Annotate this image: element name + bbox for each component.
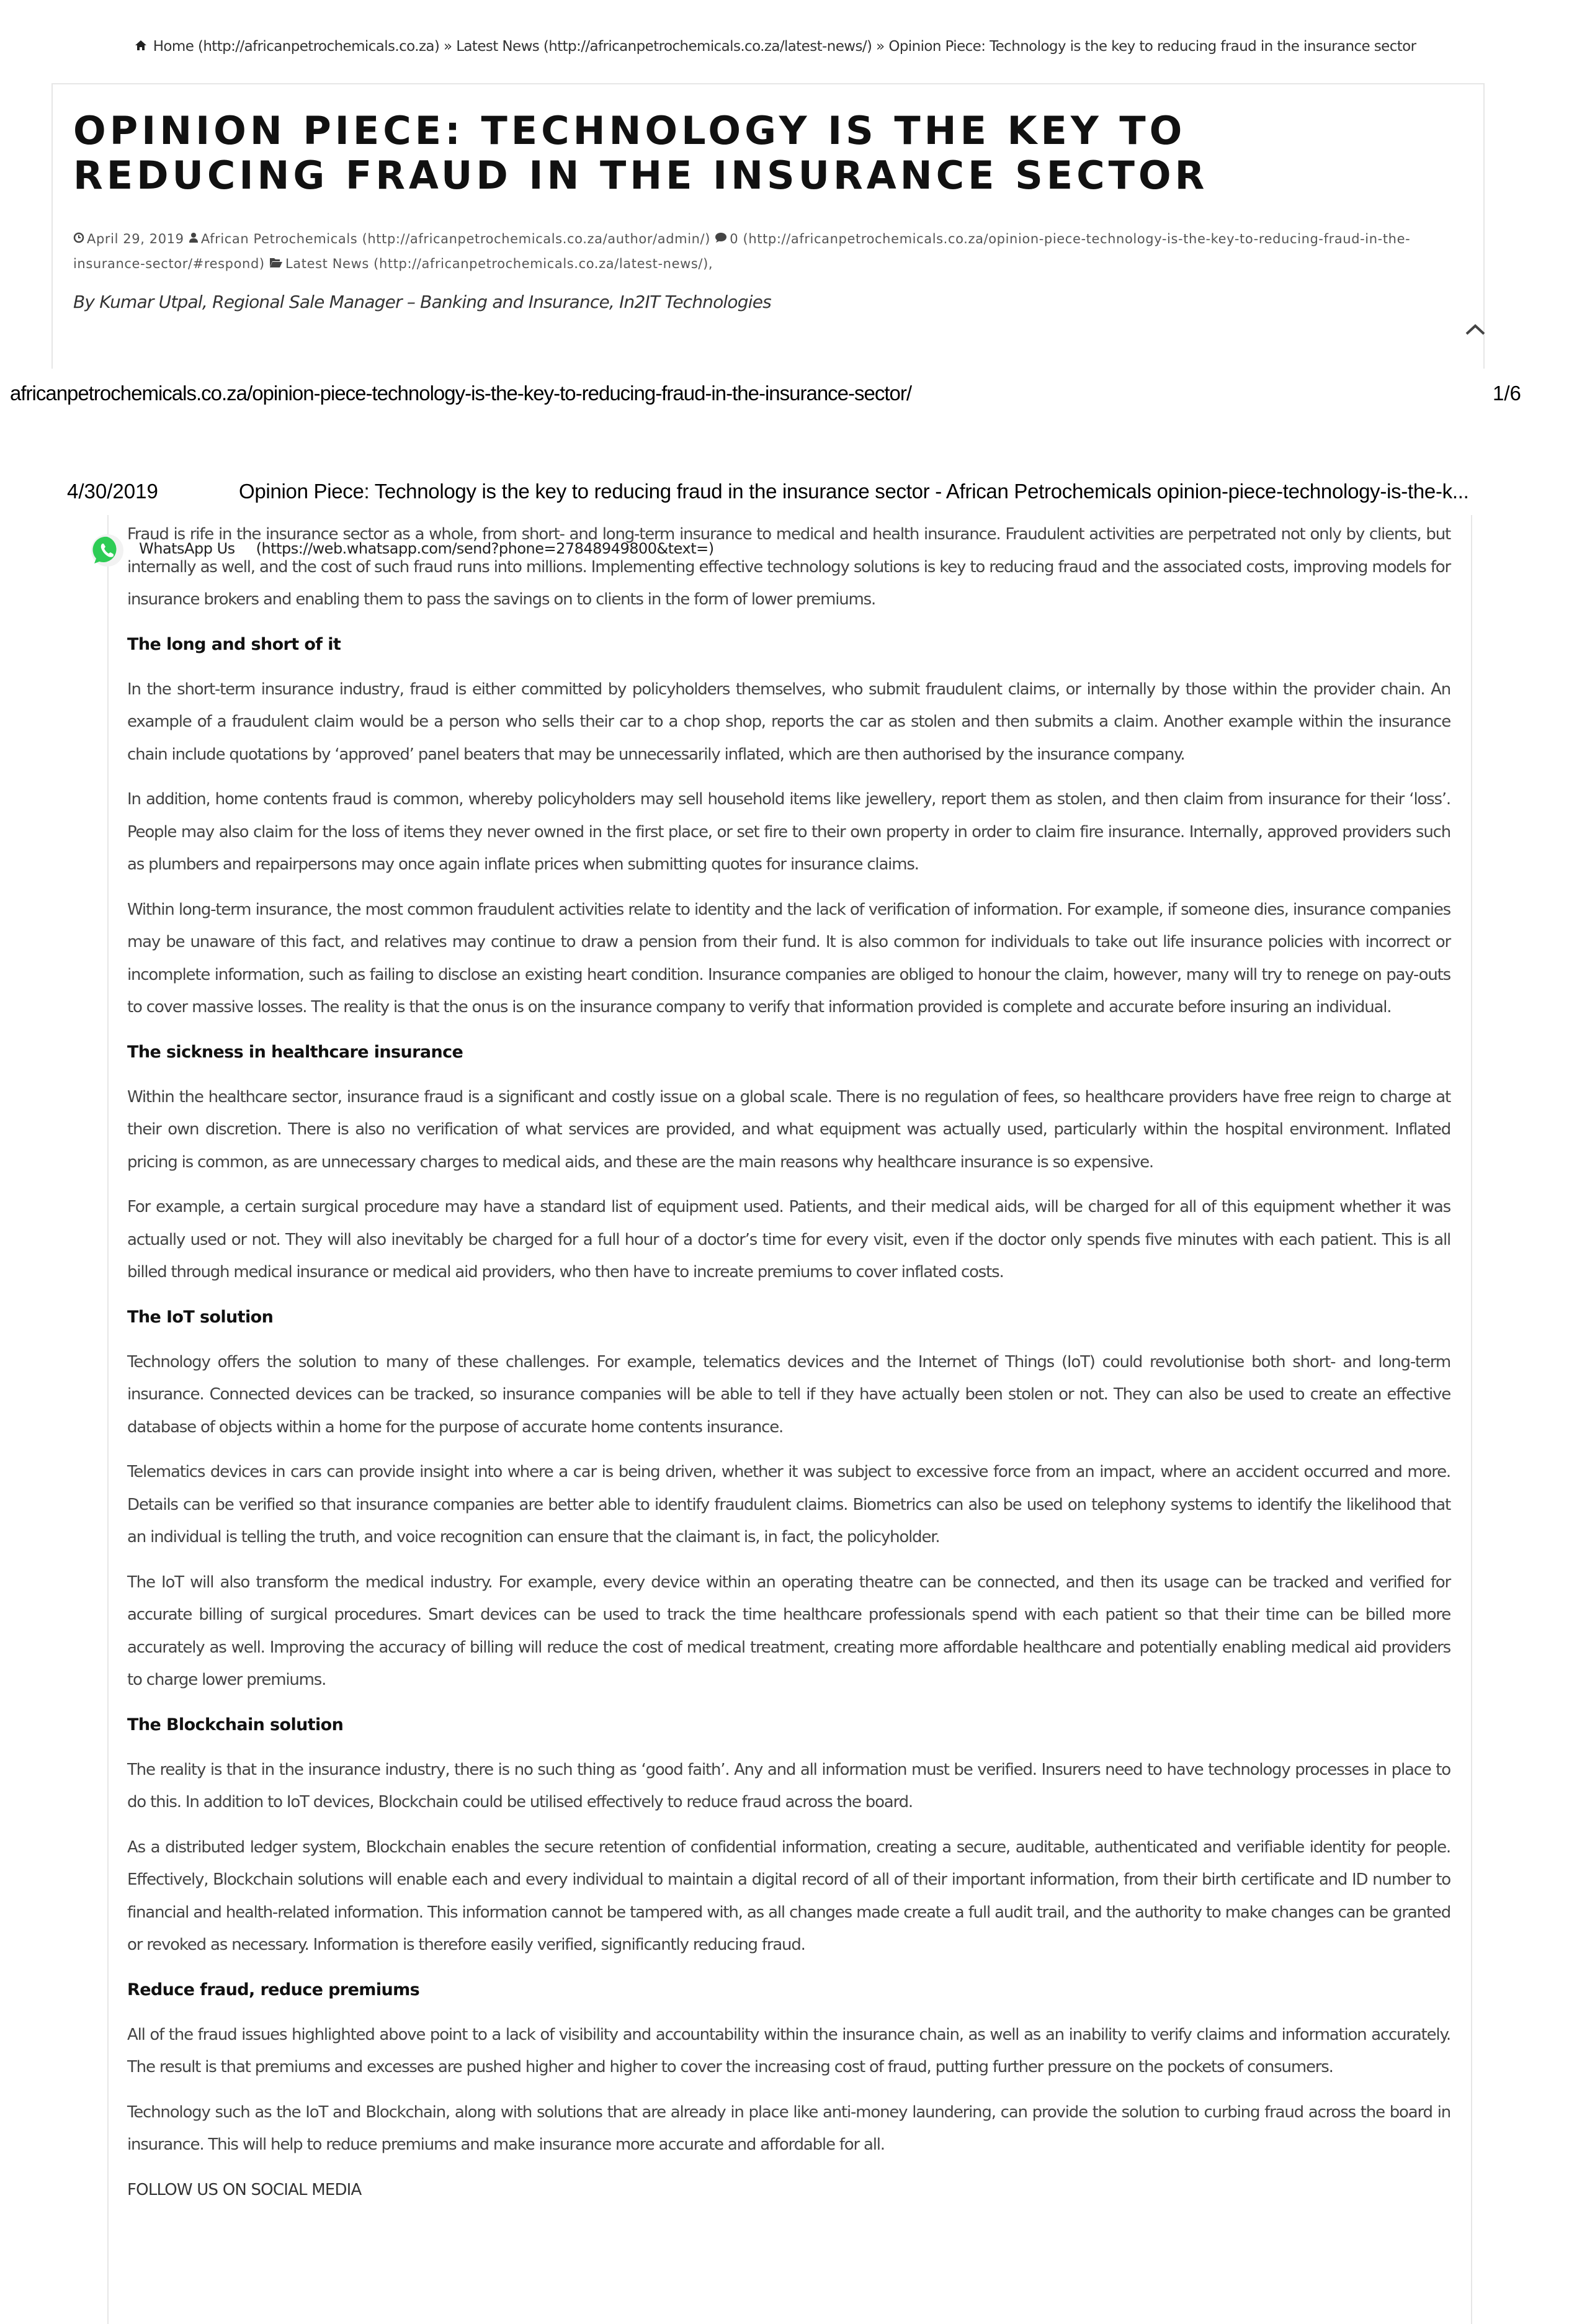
breadcrumb-home-link[interactable]: Home (http://africanpetrochemicals.co.za) <box>153 38 440 55</box>
paragraph: In addition, home contents fraud is common, whereby policyholders may sell household items like jewellery, report them as stolen, and then claim from insurance for their ‘loss’. People may also claim for the loss of items they never owned in the first place, or set fire to their own property in order to claim fire insurance. Internally, approved providers such as plumbers and repairpersons may once again inflate prices when submitting quotes for insurance claims. <box>127 790 1450 874</box>
byline: By Kumar Utpal, Regional Sale Manager – Banking and Insurance, In2IT Technologies <box>73 292 771 312</box>
author-link[interactable]: African Petrochemicals (http://africanpetrochemicals.co.za/author/admin/) <box>200 231 711 246</box>
paragraph: Technology such as the IoT and Blockchain, along with solutions that are already in place like anti-money laundering, can provide the solution to curbing fraud across the board in insurance. This will help to reduce premiums and make insurance more accurate and affordable for all. <box>127 2102 1450 2154</box>
print-header-title: Opinion Piece: Technology is the key to reducing fraud in the insurance sector - African Petrochemicals opinion-piece-technology-is-the-k... <box>239 480 1469 503</box>
paragraph: All of the fraud issues highlighted above point to a lack of visibility and accountability within the insurance chain, as well as an inability to verify claims and information accurately. The result is that premiums and excesses are pushed higher and higher to cover the increasing cost of fraud, putting further pressure on the pockets of consumers. <box>127 2025 1450 2076</box>
section-heading: Reduce fraud, reduce premiums <box>127 1980 420 1999</box>
page-title: OPINION PIECE: TECHNOLOGY IS THE KEY TO REDUCING FRAUD IN THE INSURANCE SECTOR <box>73 108 1209 198</box>
paragraph: For example, a certain surgical procedure may have a standard list of equipment used. Patients, and their medical aids, will be charged for all of this equipment whether it was actually used or not. They will also inevitably be charged for a full hour of a doctor’s time for every visit, even if the doctor only spends five minutes with each patient. This is all billed through medical insurance or medical aid providers, who then have to increate premiums to cover inflated costs. <box>127 1198 1450 1281</box>
whatsapp-button[interactable] <box>91 534 124 567</box>
paragraph: As a distributed ledger system, Blockchain enables the secure retention of confidential information, creating a secure, auditable, authenticated and verifiable identity for people. Effectively, Blockchain solutions will enable each and every individual to maintain a digital record of all of their important information, from their birth certificate and ID number to financial and health-related information. This information cannot be tampered with, as all changes made create a full audit trail, and the authority to make changes can be granted or revoked as necessary. Information is therefore easily verified, significantly reducing fraud. <box>127 1837 1450 1954</box>
clock-icon <box>73 227 84 251</box>
paragraph: Telematics devices in cars can provide insight into where a car is being driven, whether it was subject to excessive force from an impact, where an accident occurred and more. Details can be verified so that insurance companies are better able to identify fraudulent claims. Biometrics can also be used on telephony systems to identify the likelihood that an individual is telling the truth, and voice recognition can ensure that the claimant is, in fact, the policyholder. <box>127 1463 1450 1546</box>
paragraph: The reality is that in the insurance industry, there is no such thing as ‘good faith’. Any and all information must be verified. Insurers need to have technology processes in place to do this. In addition to IoT devices, Blockchain could be utilised effectively to reduce fraud across the board. <box>127 1760 1450 1811</box>
article-meta <box>73 227 1426 276</box>
paragraph: The IoT will also transform the medical industry. For example, every device within an operating theatre can be connected, and then its usage can be tracked and verified for accurate billing of surgical procedures. Smart devices can be used to track the time healthcare professionals spend with each patient so that their time can be billed more accurately as well. Improving the accuracy of billing will reduce the cost of medical treatment, creating more affordable healthcare and potentially enabling medical aid providers to charge lower premiums. <box>127 1573 1450 1689</box>
section-heading: The long and short of it <box>127 634 341 654</box>
comment-icon <box>715 227 727 251</box>
folder-open-icon <box>269 251 283 276</box>
print-page-number: 1/6 <box>1493 382 1521 405</box>
print-footer-url: africanpetrochemicals.co.za/opinion-piece-technology-is-the-key-to-reducing-fraud-in-the-insurance-sector/ <box>10 382 912 405</box>
comments-link[interactable]: 0 (http://africanpetrochemicals.co.za/opinion-piece-technology-is-the-key-to-reducing-fraud-in-the-insurance-sector/#respond) <box>73 231 1411 271</box>
breadcrumb-separator: » <box>876 38 885 55</box>
breadcrumb-latest-news-link[interactable]: Latest News (http://africanpetrochemicals.co.za/latest-news/) <box>456 38 872 55</box>
paragraph: Technology offers the solution to many of these challenges. For example, telematics devices and the Internet of Things (IoT) could revolutionise both short- and long-term insurance. Connected devices can be tracked, so insurance companies will be able to tell if they have actually been stolen or not. They can also be used to create an effective database of objects within a home for the purpose of accurate home contents insurance. <box>127 1352 1450 1437</box>
paragraph: Within long-term insurance, the most common fraudulent activities relate to identity and the lack of verification of information. For example, if someone dies, insurance companies may be unaware of this fact, and relatives may continue to draw a pension from their fund. It is also common for individuals to take out life insurance policies with incorrect or incomplete information, such as failing to disclose an existing heart condition. Insurance companies are obliged to honour the claim, however, many will try to renege on pay-outs to cover massive losses. The reality is that the onus is on the insurance company to verify that information provided is complete and accurate before insuring an individual. <box>127 900 1450 1016</box>
section-heading: The IoT solution <box>127 1307 274 1327</box>
section-heading: The sickness in healthcare insurance <box>127 1042 463 1062</box>
breadcrumb-separator: » <box>444 38 452 55</box>
whatsapp-link[interactable]: (https://web.whatsapp.com/send?phone=27848949800&text=) <box>256 540 714 557</box>
print-header-date: 4/30/2019 <box>67 480 158 503</box>
category-link[interactable]: Latest News (http://africanpetrochemicals.co.za/latest-news/), <box>285 256 713 271</box>
paragraph: In the short-term insurance industry, fraud is either committed by policyholders themselves, who submit fraudulent claims, or internally by those within the provider chain. An example of a fraudulent claim would be a person who sells their car to a chop shop, reports the car as stolen and then submits a claim. Another example within the insurance chain include quotations by ‘approved’ panel beaters that may be unnecessarily inflated, which are then authorised by the insurance company. <box>127 680 1450 764</box>
paragraph: Within the healthcare sector, insurance fraud is a significant and costly issue on a global scale. There is no regulation of fees, so healthcare providers have free reign to charge at their own discretion. There is also no verification of what services are provided, and what equipment was actually used, particularly within the hospital environment. Inflated pricing is common, as are unnecessary charges to medical aids, and these are the main reasons why healthcare insurance is so expensive. <box>127 1087 1450 1172</box>
post-date: April 29, 2019 <box>87 231 184 246</box>
whatsapp-label[interactable]: WhatsApp Us (https://web.whatsapp.com/send?phone=27848949800&text=) <box>139 540 714 557</box>
paragraph: Fraud is rife in the insurance sector as a whole, from short- and long-term insurance to medical and health insurance. Fraudulent activities are perpetrated not only by clients, but internally as well, and the cost of such fraud runs into millions. Implementing effective technology solutions is key to reducing fraud and the associated costs, improving models for insurance brokers and enabling them to pass the savings on to clients in the form of lower premiums. <box>127 525 1450 609</box>
chevron-up-icon <box>1464 330 1486 340</box>
breadcrumb <box>133 38 1416 55</box>
user-icon <box>189 227 199 251</box>
follow-us-heading: FOLLOW US ON SOCIAL MEDIA <box>127 2180 362 2199</box>
breadcrumb-current: Opinion Piece: Technology is the key to reducing fraud in the insurance sector <box>888 38 1416 55</box>
section-heading: The Blockchain solution <box>127 1715 344 1734</box>
scroll-to-top-button[interactable] <box>1464 321 1486 338</box>
home-icon <box>133 38 149 55</box>
article-body <box>127 518 1450 2219</box>
whatsapp-icon <box>91 559 124 570</box>
